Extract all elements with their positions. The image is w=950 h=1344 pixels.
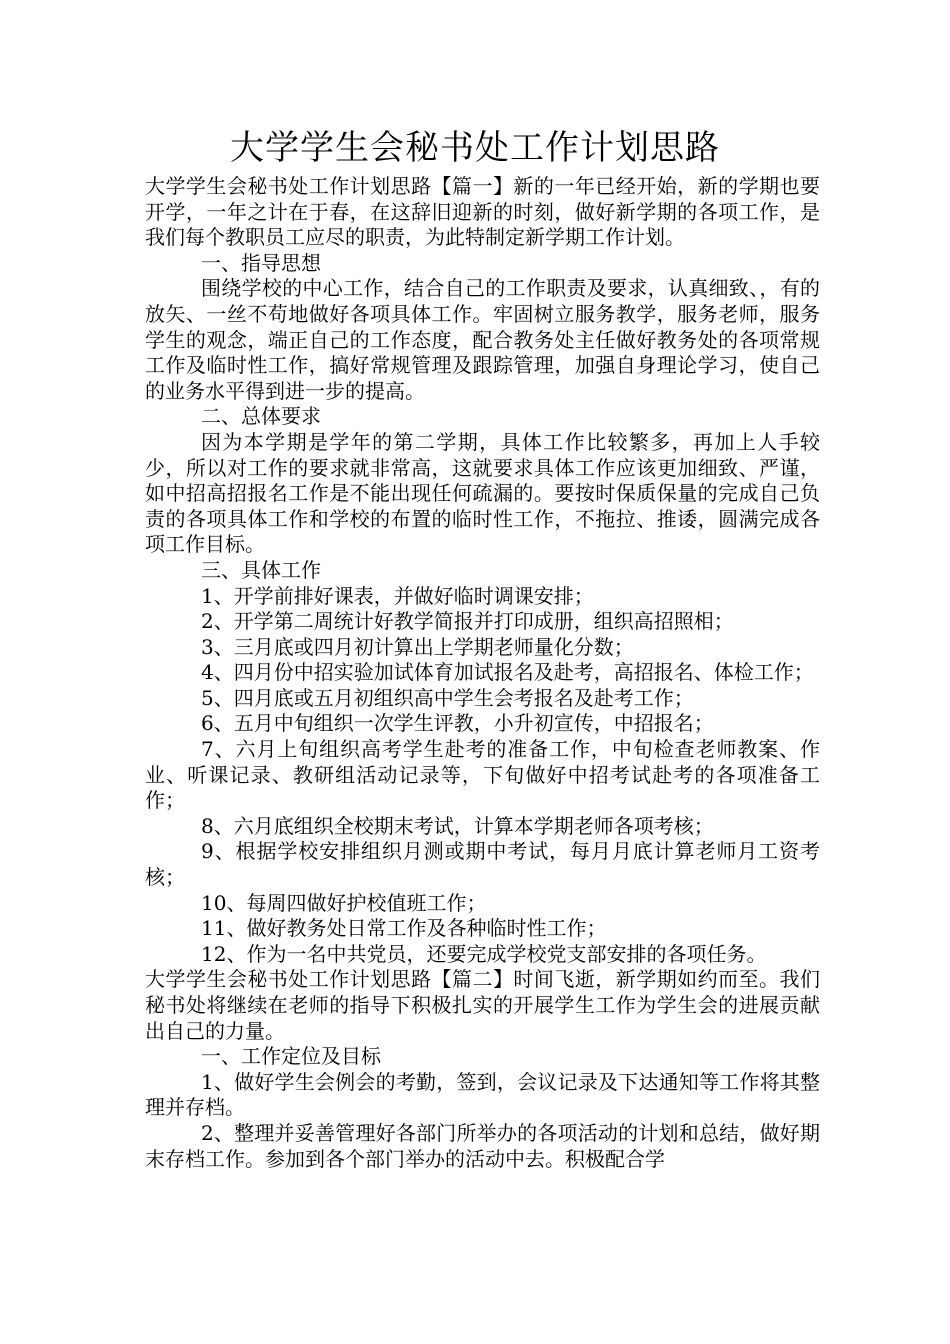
paragraph: 12、作为一名中共党员，还要完成学校党支部安排的各项任务。 [201, 941, 767, 966]
paragraph: 4、四月份中招实验加试体育加试报名及赴考，高招报名、体检工作； [201, 660, 814, 685]
paragraph: 6、五月中旬组织一次学生评教，小升初宣传，中招报名； [201, 711, 714, 736]
paragraph: 3、三月底或四月初计算出上学期老师量化分数； [201, 634, 634, 659]
paragraph: 一、指导思想 [201, 250, 321, 275]
paragraph: 5、四月底或五月初组织高中学生会考报名及赴考工作； [201, 685, 694, 710]
paragraph: 11、做好教务处日常工作及各种临时性工作； [201, 916, 607, 941]
paragraph: 一、工作定位及目标 [201, 1044, 381, 1069]
paragraph: 1、做好学生会例会的考勤，签到，会议记录及下达通知等工作将其整理并存档。 [145, 1069, 820, 1120]
paragraph: 因为本学期是学年的第二学期，具体工作比较繁多，再加上人手较少，所以对工作的要求就非常高，这就要求具体工作应该更加细致、严谨，如中招高招报名工作是不能出现任何疏漏的。要按时保质保量的完成自己负责的各项具体工作和学校的布置的临时性工作，不拖拉、推诿，圆满完成各项工作目标。 [145, 429, 820, 557]
paragraph: 1、开学前排好课表，并做好临时调课安排； [201, 583, 594, 608]
paragraph: 二、总体要求 [201, 404, 321, 429]
paragraph: 10、每周四做好护校值班工作； [201, 890, 487, 915]
paragraph: 8、六月底组织全校期末考试，计算本学期老师各项考核； [201, 813, 714, 838]
document-title: 大学学生会秘书处工作计划思路 [230, 128, 720, 168]
paragraph: 9、根据学校安排组织月测或期中考试，每月月底计算老师月工资考核； [145, 839, 820, 890]
document-body [145, 174, 820, 1172]
paragraph: 大学学生会秘书处工作计划思路【篇一】新的一年已经开始，新的学期也要开学，一年之计在于春，在这辞旧迎新的时刻，做好新学期的各项工作，是我们每个教职员工应尽的职责，为此特制定新学期工作计划。 [145, 174, 820, 250]
paragraph: 2、整理并妥善管理好各部门所举办的各项活动的计划和总结，做好期末存档工作。参加到各个部门举办的活动中去。积极配合学 [145, 1120, 820, 1171]
paragraph: 2、开学第二周统计好教学简报并打印成册，组织高招照相； [201, 609, 734, 634]
paragraph: 三、具体工作 [201, 557, 321, 582]
paragraph: 大学学生会秘书处工作计划思路【篇二】时间飞逝，新学期如约而至。我们秘书处将继续在老师的指导下积极扎实的开展学生工作为学生会的进展贡献出自己的力量。 [145, 967, 820, 1043]
paragraph: 7、六月上旬组织高考学生赴考的准备工作，中旬检查老师教案、作业、听课记录、教研组活动记录等，下旬做好中招考试赴考的各项准备工作； [145, 737, 820, 813]
paragraph: 围绕学校的中心工作，结合自己的工作职责及要求，认真细致、，有的放矢、一丝不苟地做好各项具体工作。牢固树立服务教学，服务老师，服务学生的观念，端正自己的工作态度，配合教务处主任做好教务处的各项常规工作及临时性工作，搞好常规管理及跟踪管理，加强自身理论学习，使自己的业务水平得到进一步的提高。 [145, 276, 820, 403]
